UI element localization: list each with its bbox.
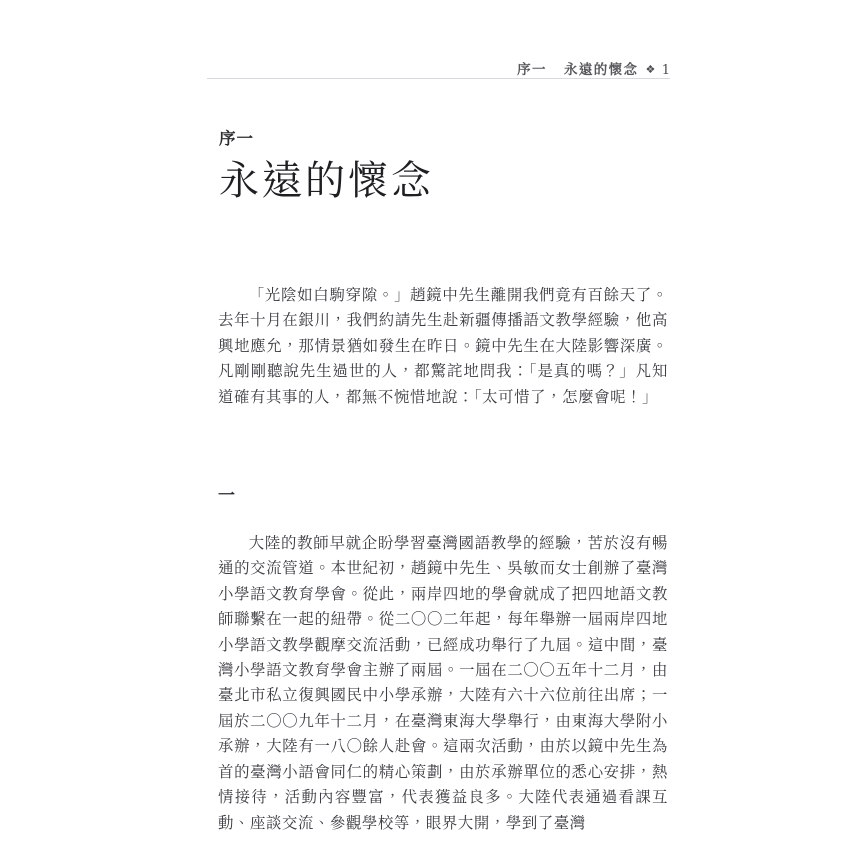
running-head-content: [517, 58, 670, 78]
page-number: 1: [661, 63, 670, 78]
paragraph-2: 大陸的教師早就企盼學習臺灣國語教學的經驗，苦於沒有暢通的交流管道。本世紀初，趙鏡中先生、吳敏而女士創辦了臺灣小學語文教育學會。從此，兩岸四地的學會就成了把四地語文教師聯繫在一起的紐帶。從二〇〇二年起，每年舉辦一屆兩岸四地小學語文教學觀摩交流活動，已經成功舉行了九屆。這中間，臺灣小學語文教育學會主辦了兩屆。一屆在二〇〇五年十二月，由臺北市私立復興國民中小學承辦，大陸有六十六位前往出席；一屆於二〇〇九年十二月，在臺灣東海大學舉行，由東海大學附小承辦，大陸有一八〇餘人赴會。這兩次活動，由於以鏡中先生為首的臺灣小語會同仁的精心策劃，由於承辦單位的悉心安排，熱情接待，活動內容豐富，代表獲益良多。大陸代表通過看課互動、座談交流、參觀學校等，眼界大開，學到了臺灣: [218, 534, 668, 832]
body-text: [218, 283, 668, 836]
header-divider: [207, 78, 670, 79]
diamond-ornament-icon: ❖: [645, 63, 657, 76]
preface-kicker: 序一: [219, 129, 254, 148]
paragraph-spacer: [218, 410, 668, 484]
running-head-title: 永遠的懷念: [563, 62, 639, 78]
section-number-mark: 一: [218, 486, 235, 507]
title-block: [219, 130, 649, 205]
running-head: [185, 52, 670, 78]
section-spacer: [218, 509, 668, 531]
paragraph-1: 「光陰如白駒穿隙。」趙鏡中先生離開我們竟有百餘天了。去年十月在銀川，我們約請先生赴新疆傳播語文教學經驗，他高興地應允，那情景猶如發生在昨日。鏡中先生在大陸影響深廣。凡剛剛聽說先生過世的人，都驚詫地問我：「是真的嗎？」凡知道確有其事的人，都無不惋惜地說：「太可惜了，怎麼會呢！」: [218, 286, 668, 406]
running-head-section-label: 序一: [517, 62, 547, 78]
page-title: 永遠的懷念: [219, 158, 434, 205]
